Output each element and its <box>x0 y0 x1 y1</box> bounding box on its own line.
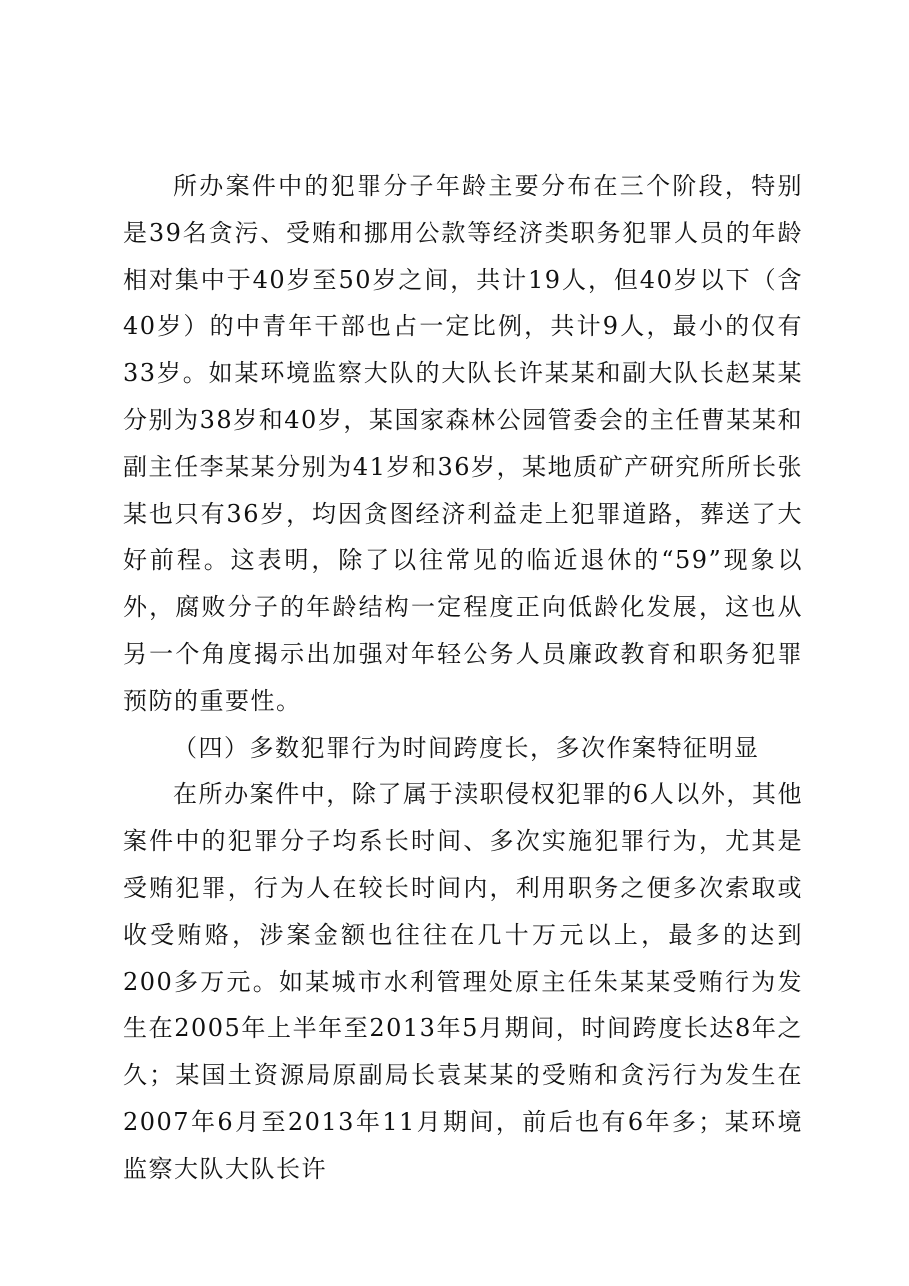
section-heading-four: （四）多数犯罪行为时间跨度长，多次作案特征明显 <box>173 733 760 762</box>
paragraph-age-distribution: 所办案件中的犯罪分子年龄主要分布在三个阶段，特别是39名贪污、受贿和挪用公款等经济类职务犯罪人员的年龄相对集中于40岁至50岁之间，共计19人，但40岁以下（含40岁）的中青年干部也占一定比例，共计9人，最小的仅有33岁。如某环境监察大队的大队长许某某和副大队长赵某某分别为38岁和40岁，某国家森林公园管委会的主任曹某某和副主任李某某分别为41岁和36岁，某地质矿产研究所所长张某也只有36岁，均因贪图经济利益走上犯罪道路，葬送了大好前程。这表明，除了以往常见的临近退休的“59”现象以外，腐败分子的年龄结构一定程度正向低龄化发展，这也从另一个角度揭示出加强对年轻公务人员廉政教育和职务犯罪预防的重要性。 <box>123 172 803 715</box>
paragraph-time-span: 在所办案件中，除了属于渎职侵权犯罪的6人以外，其他案件中的犯罪分子均系长时间、多次实施犯罪行为，尤其是受贿犯罪，行为人在较长时间内，利用职务之便多次索取或收受贿赂，涉案金额也往往在几十万元以上，最多的达到200多万元。如某城市水利管理处原主任朱某某受贿行为发生在2005年上半年至2013年5月期间，时间跨度长达8年之久；某国土资源局原副局长袁某某的受贿和贪污行为发生在2007年6月至2013年11月期间，前后也有6年多；某环境监察大队大队长许 <box>123 780 803 1183</box>
document-body <box>123 163 803 1193</box>
